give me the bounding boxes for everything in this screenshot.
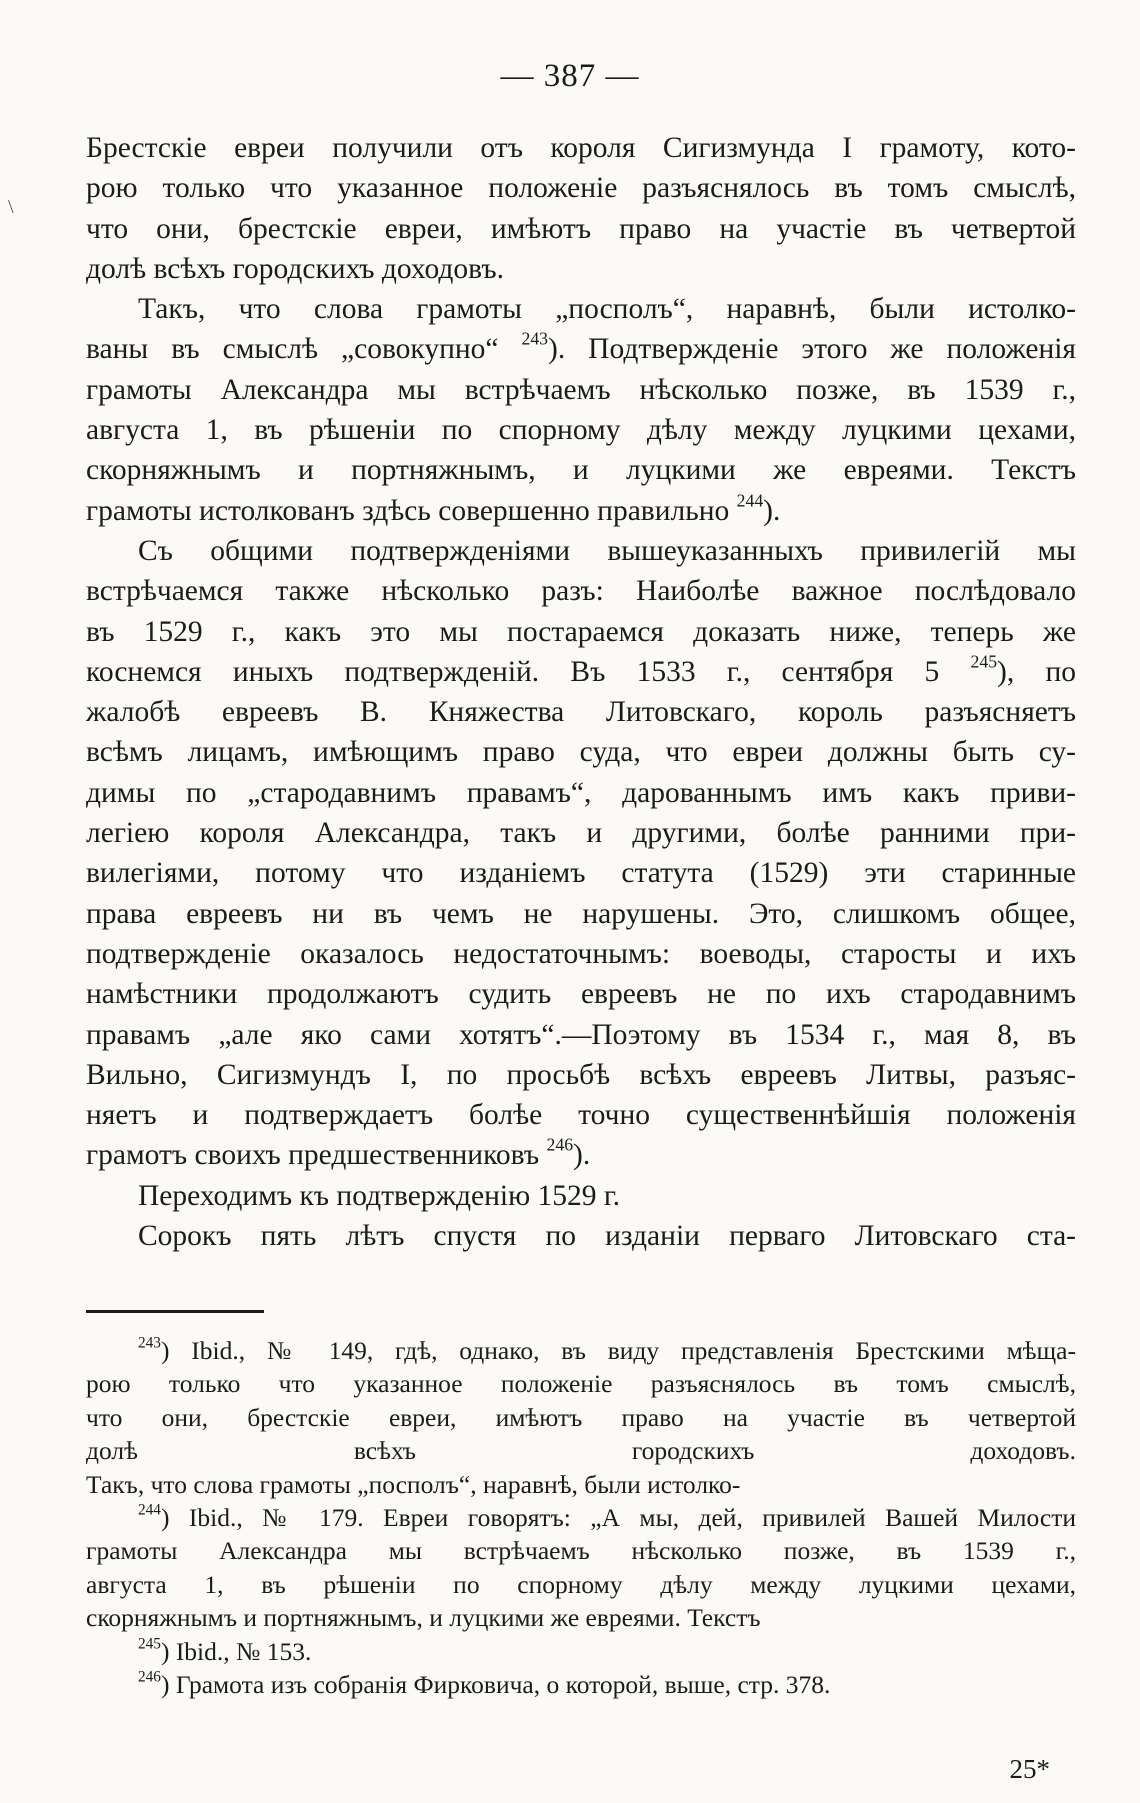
line-text: Съ общими подтвержденіями вышеуказанныхъ привилегій мы [138, 534, 1076, 567]
footnote-line [86, 1568, 1076, 1601]
body-line [86, 853, 1076, 893]
body-line [86, 1055, 1076, 1095]
body-line [86, 773, 1076, 813]
line-text: долѣ всѣхъ городскихъ доходовъ. [86, 1436, 1076, 1466]
body-line [86, 1216, 1076, 1256]
body-line [86, 974, 1076, 1014]
line-text: встрѣчаемся также нѣсколько разъ: Наиболѣе важное послѣдовало [86, 575, 1076, 608]
body-line [86, 692, 1076, 732]
body-line [86, 813, 1076, 853]
footnote-reference: 243 [521, 329, 549, 350]
line-text: что они, брестскіе евреи, имѣютъ право на участіе въ четвертой [86, 212, 1076, 245]
body-line [86, 612, 1076, 652]
body-line [86, 289, 1076, 329]
line-text: подтвержденіе оказалось недостаточнымъ: воеводы, старосты и ихъ [86, 937, 1076, 970]
line-text-after: ). [763, 494, 781, 527]
body-line [86, 934, 1076, 974]
body-line [86, 329, 1076, 369]
line-text: грамоты истолкованъ здѣсь совершенно правильно [86, 494, 737, 527]
body-line [86, 249, 1076, 289]
body-line [86, 1176, 1076, 1216]
footnote-text: ) Ibid., № 149, гдѣ, однако, въ виду представленія Брестскими мѣща- [160, 1336, 1076, 1365]
line-text: что они, брестскіе евреи, имѣютъ право на участіе въ четвертой [86, 1402, 1076, 1432]
footnote-text: ) Ibid., № 153. [160, 1636, 312, 1666]
line-text: Вильно, Сигизмундъ I, по просьбѣ всѣхъ евреевъ Литвы, разъяс- [86, 1058, 1076, 1091]
body-line [86, 491, 1076, 531]
line-text: вилегіями, потому что изданіемъ статута (1529) эти старинные [86, 857, 1076, 890]
footnote-number: 244 [138, 1501, 161, 1519]
line-text: рою только что указанное положеніе разъяснялось въ томъ смыслѣ, [86, 172, 1076, 205]
footnote-line [86, 1534, 1076, 1567]
footnote-line [86, 1401, 1076, 1434]
line-text: Такъ, что слова грамоты „посполъ“, наравнѣ, были истолко- [138, 293, 1076, 326]
line-text: Сорокъ пять лѣтъ спустя по изданіи перваго Литовскаго ста- [138, 1220, 1076, 1253]
footnote-text: ) Ibid., № 179. Евреи говорятъ: „А мы, дей, привилей Вашей Милости [160, 1502, 1076, 1532]
footnote-line [86, 1367, 1076, 1400]
footnote-reference: 246 [546, 1135, 574, 1156]
line-text: скорняжнымъ и портняжнымъ, и луцкими же евреями. Текстъ [86, 1603, 761, 1633]
line-text: августа 1, въ рѣшеніи по спорному дѣлу между луцкими цехами, [86, 414, 1076, 447]
signature-mark: 25* [1009, 1754, 1050, 1784]
body-line [86, 732, 1076, 772]
footnote-text: ) Грамота изъ собранія Фирковича, о которой, выше, стр. 378. [160, 1669, 831, 1699]
body-line [86, 410, 1076, 450]
line-text: всѣмъ лицамъ, имѣющимъ право суда, что евреи должны быть су- [86, 736, 1076, 769]
line-text: намѣстники продолжаютъ судить евреевъ не по ихъ стародавнимъ [86, 978, 1076, 1011]
footnote-reference: 244 [736, 490, 764, 511]
line-text: легіею короля Александра, такъ и другими, болѣе ранними при- [86, 817, 1076, 850]
line-text: грамоты Александра мы встрѣчаемъ нѣсколько позже, въ 1539 г., [86, 373, 1076, 406]
footnote-number: 243 [138, 1334, 161, 1352]
line-text: димы по „стародавнимъ правамъ“, дарованнымъ имъ какъ приви- [86, 776, 1076, 809]
footnote-number: 245 [138, 1635, 161, 1653]
page-number: — 387 — [500, 58, 640, 94]
footnotes [86, 1334, 1076, 1701]
line-text: коснемся иныхъ подтвержденій. Въ 1533 г., сентября 5 [86, 655, 971, 688]
line-text-after: ), по [997, 655, 1076, 688]
line-text-after: ). [573, 1139, 591, 1172]
body-line [86, 128, 1076, 168]
line-text: жалобѣ евреевъ В. Княжества Литовскаго, король разъясняетъ [86, 696, 1076, 729]
line-text: рою только что указанное положеніе разъяснялось въ томъ смыслѣ, [86, 1369, 1076, 1399]
line-text: права евреевъ ни въ чемъ не нарушены. Это, слишкомъ общее, [86, 897, 1076, 930]
footnote-line [86, 1601, 1076, 1634]
footnote-reference: 245 [970, 651, 998, 672]
body-line [86, 531, 1076, 571]
margin-mark: \ [8, 196, 14, 218]
body-line [86, 450, 1076, 490]
body-line [86, 1015, 1076, 1055]
footnote-line [86, 1501, 1076, 1534]
line-text: грамотъ своихъ предшественниковъ [86, 1139, 547, 1172]
body-line [86, 1135, 1076, 1175]
line-text: въ 1529 г., какъ это мы постараемся доказать ниже, теперь же [86, 615, 1076, 648]
line-text: августа 1, въ рѣшеніи по спорному дѣлу между луцкими цехами, [86, 1569, 1076, 1599]
line-text: скорняжнымъ и портняжнымъ, и луцкими же евреями. Текстъ [86, 454, 1076, 487]
footnote-line [86, 1635, 1076, 1668]
body-line [86, 370, 1076, 410]
footnote-separator [86, 1310, 264, 1313]
footnote-line [86, 1334, 1076, 1367]
footnote-line [86, 1434, 1076, 1467]
line-text: ваны въ смыслѣ „совокупно“ [86, 333, 522, 366]
line-text: Переходимъ къ подтвержденію 1529 г. [138, 1179, 621, 1212]
line-text: Брестскіе евреи получили отъ короля Сигизмунда I грамоту, кото- [86, 132, 1076, 164]
line-text: грамоты Александра мы встрѣчаемъ нѣсколько позже, въ 1539 г., [86, 1536, 1076, 1566]
body-line [86, 571, 1076, 611]
body-line [86, 168, 1076, 208]
body-line [86, 1095, 1076, 1135]
body-text [86, 128, 1076, 1256]
body-line [86, 652, 1076, 692]
line-text: правамъ „але яко сами хотятъ“.—Поэтому въ 1534 г., мая 8, въ [86, 1018, 1076, 1051]
line-text: долѣ всѣхъ городскихъ доходовъ. [86, 252, 504, 285]
footnote-line [86, 1468, 1076, 1501]
line-text: Такъ, что слова грамоты „посполъ“, наравнѣ, были истолко- [86, 1469, 741, 1499]
line-text: няетъ и подтверждаетъ болѣе точно существеннѣйшія положенія [86, 1099, 1076, 1132]
footnote-line [86, 1668, 1076, 1701]
line-text-after: ). Подтвержденіе этого же положенія [548, 333, 1076, 366]
body-line [86, 894, 1076, 934]
body-line [86, 209, 1076, 249]
footnote-number: 246 [138, 1668, 161, 1686]
